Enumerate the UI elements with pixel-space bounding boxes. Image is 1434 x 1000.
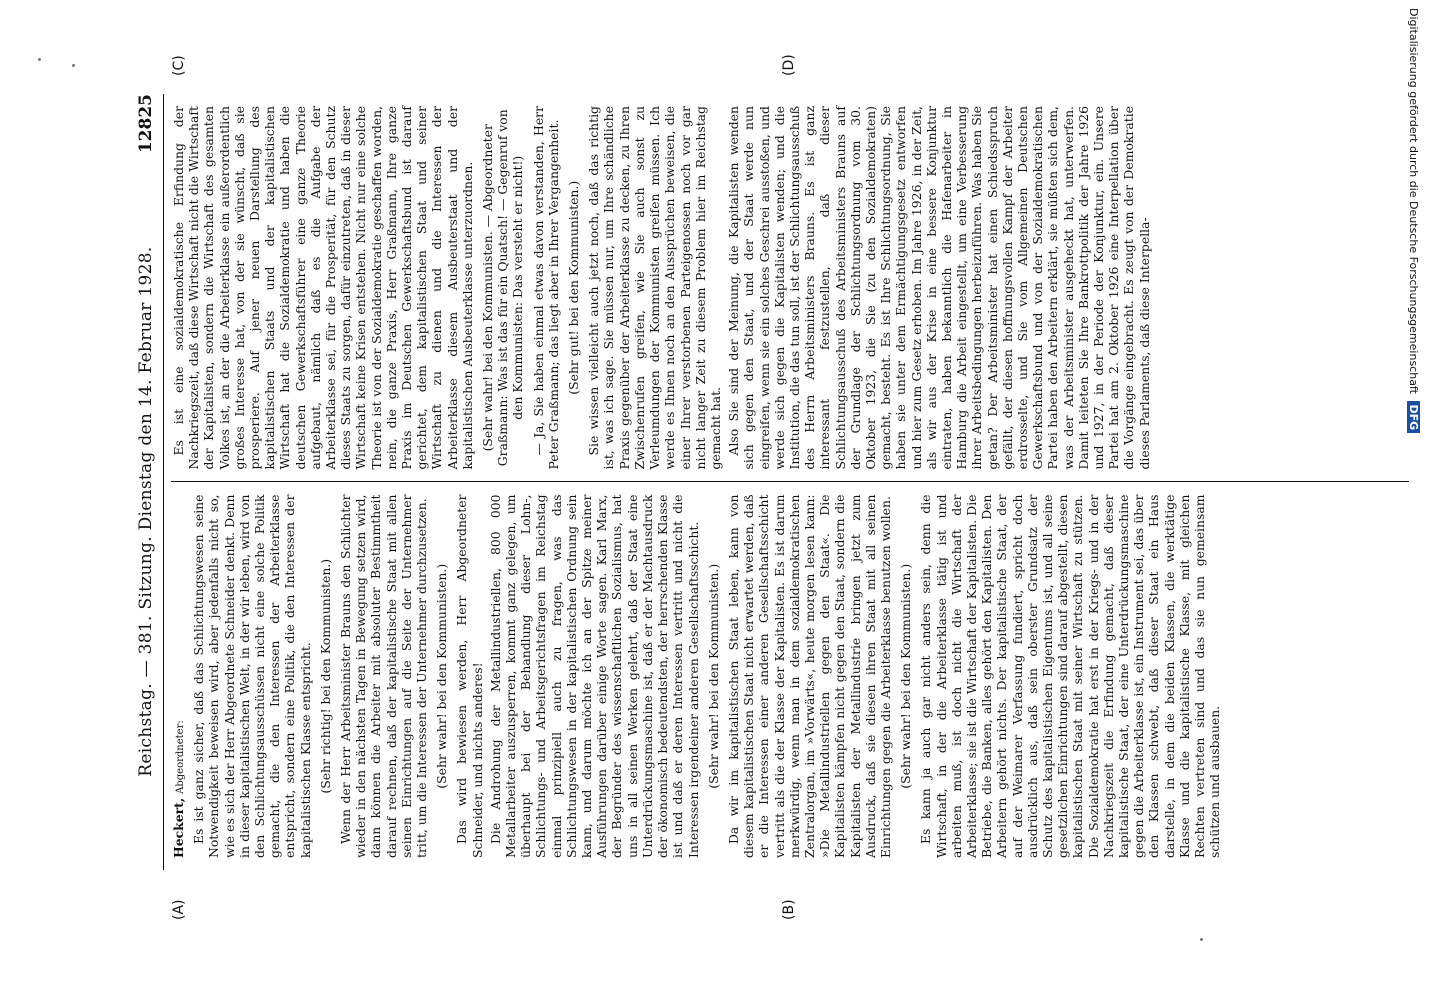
digitization-text: Digitalisierung gefördert durch die Deutsche Forschungsgemeinschaft <box>1407 8 1420 394</box>
interjection: (Sehr wahr! bei den Kommunisten.) <box>434 563 450 789</box>
paragraph: Das wird bewiesen werden, Herr Abgeordneter Schneider, und nichts anderes! <box>454 494 485 858</box>
interjection: (Sehr wahr! bei den Kommunisten.) <box>705 563 721 789</box>
page-header <box>129 94 164 870</box>
interjection: (Sehr wahr! bei den Kommunisten. — Abgeordneter Graßmann: Was ist das für ein Quatsch! — Gegenruf von den Kommunisten: Das versteht er nicht!) <box>480 109 526 467</box>
paragraph: Also Sie sind der Meinung, die Kapitalisten wenden sich gegen den Staat, und der Staat werde nun eingreifen, wenn sie ein solches Geschrei ausstoßen, und werde sich gegen die Kapitalisten wenden; und die Institution, die das tun soll, ist der Schlichtungsausschuß des Herrn Arbeitsministers Brauns. Es ist ganz interessant festzustellen, daß dieser Schlichtungsausschuß des Arbeitsministers Brauns auf der Grundlage der Schlichtungsordnung vom 30. Oktober 1923, die Sie (zu den Sozialdemokraten) gemacht, besteht. Es ist Ihre Schlichtungsordnung, Sie haben sie unter dem Ermächtigungsgesetz entworfen und hier zum Gesetz erhoben. Im Jahre 1926, in der Zeit, als wir aus der Krise in eine bessere Konjunktur eintraten, haben bekanntlich die Hafenarbeiter in Hamburg die Arbeit eingestellt, um eine Verbesserung ihrer Arbeitsbedingungen herbeizuführen. Was haben Sie getan? Der Arbeitsminister hat einen Schiedsspruch gefällt, der diesen hoffnungsvollen Kampf der Arbeiter erdrosselte, und Sie vom Allgemeinen Deutschen Gewerkschaftsbund und von der Sozialdemokratischen Partei haben den Arbeitern erklärt, sie müßten sich dem, was der Arbeitsminister ausgeheckt hat, unterwerfen. Damit leiteten Sie Ihre Bankrottpolitik der Jahre 1926 und 1927, in der Periode der Konjunktur, ein. Unsere Partei hat am 2. Oktober 1926 eine Interpellation über die Vorgänge eingebracht. Es zeugt von der Demokratie dieses Parlaments, daß diese Interpella- <box>726 106 1152 470</box>
dfg-logo: DFG <box>1407 401 1420 433</box>
paragraph: Die Androhung der Metallindustriellen, 800 000 Metallarbeiter auszusperren, kommt ganz gelegen, um überhaupt bei der Behandlung dieser Lohn-, Schlichtungs- und Arbeitsgerichtsfragen im Reichstag einmal prinzipiell auch zu fragen, was das Schlichtungswesen in der kapitalistischen Ordnung sein kann, und darum möchte ich an der Spitze meiner Ausführungen darüber einige Worte sagen. Karl Marx, der Begründer des wissenschaftlichen Sozialismus, hat uns in all seinen Werken gelehrt, daß der Staat eine Unterdrückungsmaschine ist, daß er der Machtausdruck der ökonomisch bedeutendsten, der herrschenden Klasse ist und daß er deren Interessen vertritt und nicht die Interessen irgendeiner anderen Gesellschaftsschicht. <box>487 494 701 858</box>
paragraph: Da wir im kapitalistischen Staat leben, kann von diesem kapitalistischen Staat nicht erwartet werden, daß er die Interessen einer anderen Gesellschaftsschicht vertritt als die der Klasse der Kapitalisten. Es ist darum merkwürdig, wenn man in dem sozialdemokratischen Zentralorgan, im »Vorwärts«, heute morgen lesen kann: »Die Metallindustriellen gegen den Staat«. Die Kapitalisten kämpfen nicht gegen den Staat, sondern die Kapitalisten der Metallindustrie bringen jetzt zum Ausdruck, daß sie diesen ihren Staat mit all seinen Einrichtungen gegen die Arbeiterklasse benutzen wollen. <box>725 494 893 858</box>
paragraph: Es ist eine sozialdemokratische Erfindung der Nachkriegszeit, daß diese Wirtschaft nicht die Wirtschaft der Kapitalisten, sondern die Wirtschaft des gesamten Volkes ist, an der die Arbeiterklasse ein außerordentlich großes Interesse hat, von der sie wünscht, daß sie prosperiere. Auf jener neuen Darstellung des kapitalistischen Staats und der kapitalistischen Wirtschaft hat die Sozialdemokratie und haben die deutschen Gewerkschaftsführer eine ganze Theorie aufgebaut, nämlich daß es die Aufgabe der Arbeiterklasse sei, für die Prosperität, für den Schutz dieses Staats zu sorgen, dafür einzutreten, daß in dieser Wirtschaft keine Krisen entstehen. Nicht nur eine solche Theorie ist von der Sozialdemokratie geschaffen worden, nein, die ganze Praxis, Herr Graßmann, Ihre ganze Praxis im Deutschen Gewerkschaftsbund ist darauf gerichtet, dem kapitalistischen Staat und seiner Wirtschaft zu dienen und die Interessen der Arbeiterklasse diesem Ausbeuterstaat und der kapitalistischen Ausbeuterklasse unterzuordnen. <box>171 106 475 470</box>
scan-speck <box>72 64 75 67</box>
margin-marks <box>171 880 1409 920</box>
interjection: (Sehr wahr! bei den Kommunisten.) <box>898 563 914 789</box>
page-number: 12825 <box>136 94 156 154</box>
paragraph: Es kann ja auch gar nicht anders sein, denn die Wirtschaft, in der die Arbeiterklasse tätig ist und arbeiten muß, ist doch nicht die Wirtschaft der Arbeiterklasse; sie ist die Wirtschaft der Kapitalisten. Die Betriebe, die Banken, alles gehört den Kapitalisten. Den Arbeitern gehört nichts. Der kapitalistische Staat, der auf der Weimarer Verfassung fundiert, spricht doch ausdrücklich aus, daß sein oberster Grundsatz der Schutz des kapitalistischen Eigentums ist, und all seine gesetzlichen Einrichtungen sind darauf abgestellt, diesen kapitalistischen Staat mit seiner Wirtschaft zu stützen. Die Sozialdemokratie hat erst in der Kriegs- und in der Nachkriegszeit die Erfindung gemacht, daß dieser kapitalistische Staat, der eine Unterdrückungsmaschine gegen die Arbeiterklasse ist, ein Instrument sei, das über den Klassen schwebt, daß dieser Staat ein Haus darstelle, in dem die beiden Klassen, die werktätige Klasse und die kapitalistische Klasse, mit gleichen Rechten vertreten sind und das sie nun gemeinsam schützen und ausbauen. <box>918 494 1223 858</box>
speaker-line <box>171 495 188 859</box>
right-column <box>171 94 1409 482</box>
left-column <box>171 482 1409 871</box>
speaker-name: Heckert, <box>171 797 186 858</box>
page-header-title: Reichstag. — 381. Sitzung. Dienstag den 14. Februar 1928. <box>136 246 156 777</box>
paragraph: — Ja, Sie haben einmal etwas davon verstanden, Herr Peter Graßmann; das liegt aber in Ihrer Vergangenheit. <box>530 106 561 470</box>
scan-speck <box>1200 938 1203 941</box>
interjection: (Sehr gut! bei den Kommunisten.) <box>566 180 582 395</box>
paragraph: Wenn der Herr Arbeitsminister Brauns den Schlichter wieder in den nächsten Tagen in Bewegung setzen wird, dann können die Arbeiter mit absoluter Bestimmtheit darauf rechnen, daß der kapitalistische Staat mit allen seinen Einrichtungen auf die Seite der Unternehmer tritt, um die Interessen der Unternehmer durchzusetzen. <box>338 494 430 858</box>
document-page <box>127 54 1417 950</box>
margin-mark-d: (D) <box>781 54 797 76</box>
speaker-role: Abgeordneter: <box>175 720 186 794</box>
scan-speck <box>38 58 41 61</box>
paragraph: Sie wissen vielleicht auch jetzt noch, daß das richtig ist, was ich sage. Sie müssen nur, um Ihre schändliche Praxis gegenüber der Arbeiterklasse zu decken, zu Ihren Zwischenrufen greifen, wie Sie auch sonst zu Verleumdungen der Kommunisten greifen müssen. Ich werde es Ihnen noch an den Aussprüchen beweisen, die einer Ihrer verstorbenen Parteigenossen noch vor gar nicht langer Zeit zu diesem Problem hier im Reichstag gemacht hat. <box>586 106 723 470</box>
text-columns <box>171 94 1409 870</box>
interjection: (Sehr richtig! bei den Kommunisten.) <box>317 558 333 794</box>
digitization-note <box>1402 8 1430 568</box>
margin-mark-c: (C) <box>171 55 187 76</box>
paragraph: Es ist ganz sicher, daß das Schlichtungswesen seine Notwendigkeit beweisen wird, aber jedenfalls nicht so, wie es sich der Herr Abgeordnete Schneider denkt. Denn in dieser kapitalistischen Welt, in der wir leben, wird von den Schlichtungsausschüssen nicht eine solche Politik gemacht, die den Interessen der Arbeiterklasse entspricht, sondern eine Politik, die den Interessen der kapitalistischen Klasse entspricht. <box>191 494 313 858</box>
margin-mark-b: (B) <box>781 899 797 920</box>
right-margin-marks <box>171 46 1271 76</box>
margin-mark-a: (A) <box>171 899 187 920</box>
